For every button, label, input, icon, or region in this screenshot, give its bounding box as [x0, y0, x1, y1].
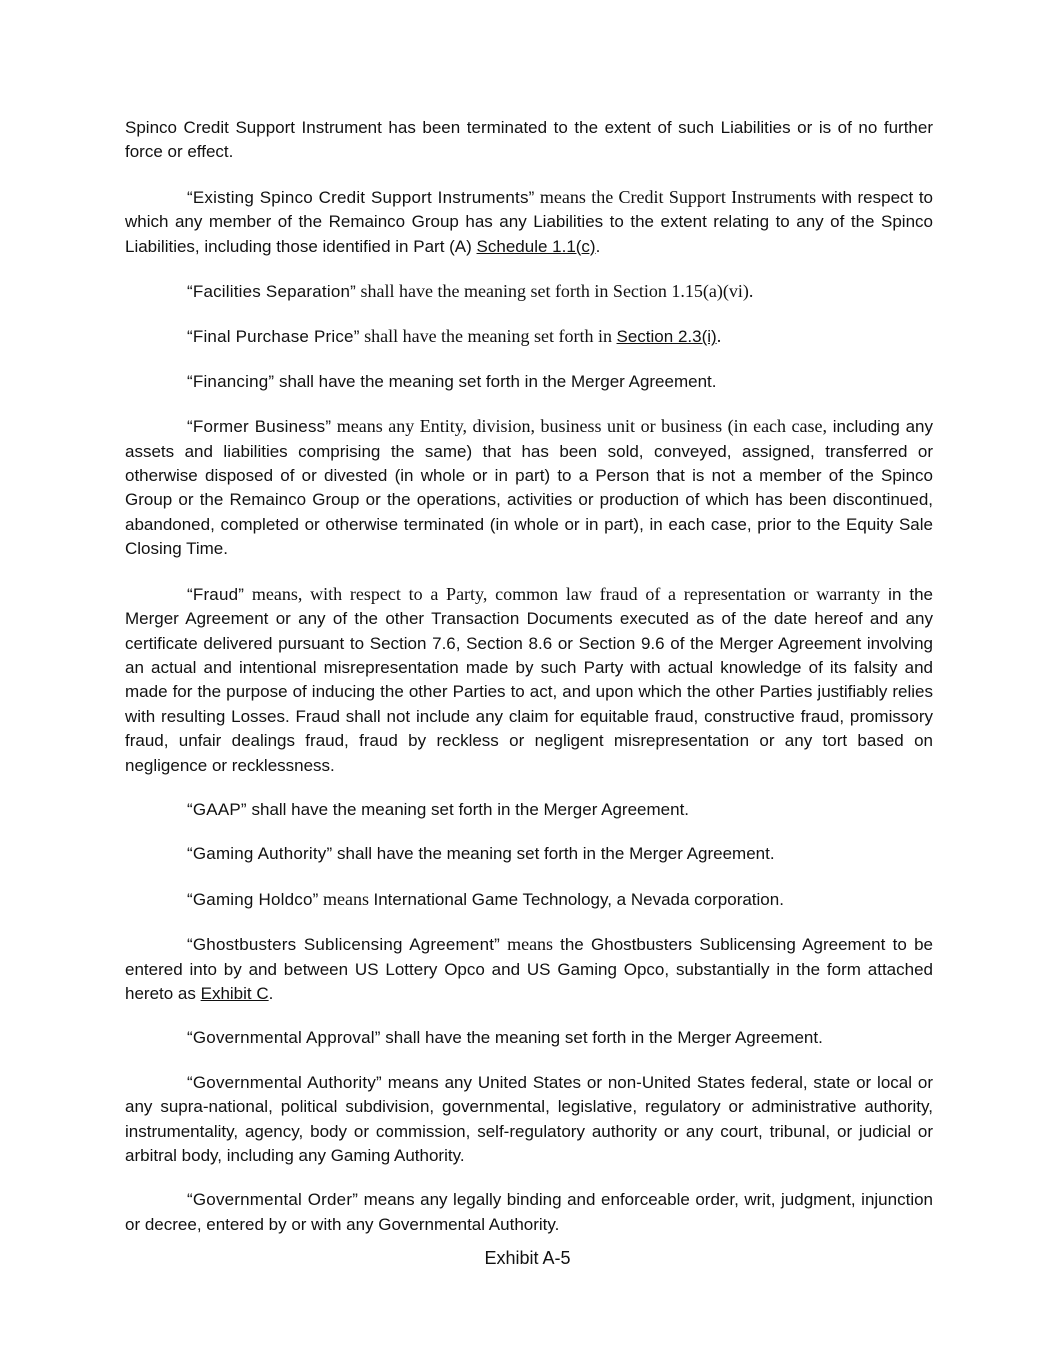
- text-run: in the Merger Agreement or any of the other Transaction Documents executed as of the date hereof and any certificate delivered pursuant to Section 7.6, Section 8.6 or Section 9.6 of the Merger Agreement involving an actual and intentional misrepresentation made by such Party with actual knowledge of its falsity and made for the purpose of inducing the other Parties to act, and upon which the other Parties justifiably relies with resulting Losses. Fraud shall not include any claim for equitable fraud, constructive fraud, promissory fraud, unfair dealings fraud, fraud by reckless or negligent misrepresentation or any tort based on negligence or recklessness.: [125, 584, 934, 775]
- def-former-business: [125, 414, 933, 561]
- defined-term: “Governmental Order”: [187, 1190, 359, 1210]
- text-run: means: [500, 934, 561, 955]
- def-existing-spinco-credit-support-instruments: [125, 185, 933, 259]
- text-run: .: [268, 983, 274, 1003]
- text-run: the Ghostbusters Sublicensing Agreement to be entered into by and between US Lottery Opco and US Gaming Opco, substantially in the form attached hereto as: [125, 935, 933, 1003]
- defined-term: “Ghostbusters Sublicensing Agreement”: [187, 935, 501, 955]
- text-run: including any assets and liabilities comprising the same) that has been sold, conveyed, assigned, transferred or otherwise disposed of or divested (in whole or in part) to a Person that is not a member of the Spinco Group or the Remainco Group or the operations, activities or production of which has been discontinued, abandoned, completed or otherwise terminated (in whole or in part), in each case, prior to the Equity Sale Closing Time.: [125, 417, 933, 559]
- defined-term: “Existing Spinco Credit Support Instruments”: [187, 187, 535, 207]
- underlined-reference: Section 2.3(i): [616, 327, 717, 347]
- def-governmental-approval: [125, 1026, 933, 1050]
- text-run: shall have the meaning set forth in the Merger Agreement.: [274, 371, 717, 391]
- underlined-reference: Exhibit C: [200, 983, 269, 1003]
- text-run: shall have the meaning set forth in Section 1.15(a)(vi).: [356, 281, 754, 302]
- def-governmental-order: [125, 1188, 933, 1237]
- def-governmental-authority: [125, 1071, 933, 1169]
- text-run: means any legally binding and enforceable order, writ, judgment, injunction or decree, entered by or with any Governmental Authority.: [125, 1190, 933, 1234]
- underlined-reference: Schedule 1.1(c): [476, 236, 596, 256]
- text-run: Spinco Credit Support Instrument has been terminated to the extent of such Liabilities or is of no further force or effect.: [125, 118, 933, 162]
- def-gaming-authority: [125, 842, 933, 866]
- def-ghostbusters-sublicensing-agreement: [125, 932, 933, 1006]
- text-run: means, with respect to a Party, common law fraud of a representation or warranty: [244, 583, 881, 604]
- text-run: means any United States or non-United States federal, state or local or any supra-national, political subdivision, governmental, legislative, regulatory or administrative authority, instrumentality, agency, body or commission, self-regulatory authority or any court, tribunal, or judicial or arbitral body, including any Gaming Authority.: [125, 1072, 933, 1165]
- text-run: means the Credit Support Instruments: [534, 186, 817, 207]
- defined-term: “Final Purchase Price”: [187, 327, 360, 347]
- text-run: means: [318, 888, 374, 909]
- text-run: shall have the meaning set forth in the Merger Agreement.: [332, 844, 775, 864]
- para-continuation: [125, 116, 933, 165]
- text-run: International Game Technology, a Nevada corporation.: [373, 889, 784, 909]
- def-final-purchase-price: [125, 324, 933, 349]
- text-run: shall have the meaning set forth in: [359, 326, 617, 347]
- def-fraud: [125, 582, 933, 778]
- text-run: .: [595, 236, 601, 256]
- text-run: means any Entity, division, business unit or business (in each case,: [331, 416, 828, 437]
- defined-term: “GAAP”: [187, 799, 247, 819]
- defined-term: “Gaming Authority”: [187, 844, 333, 864]
- text-run: shall have the meaning set forth in the Merger Agreement.: [380, 1028, 823, 1048]
- defined-term: “Financing”: [187, 371, 275, 391]
- page-footer-exhibit-label: Exhibit A-5: [484, 1248, 571, 1268]
- defined-term: “Gaming Holdco”: [187, 889, 319, 909]
- defined-term: “Facilities Separation”: [187, 282, 356, 302]
- defined-term: “Governmental Approval”: [187, 1028, 381, 1048]
- def-gaap: [125, 798, 933, 822]
- defined-term: “Fraud”: [187, 584, 245, 604]
- def-facilities-separation: [125, 279, 933, 304]
- def-financing: [125, 370, 933, 394]
- text-run: .: [716, 326, 722, 347]
- defined-term: “Former Business”: [187, 417, 332, 437]
- text-run: shall have the meaning set forth in the Merger Agreement.: [246, 799, 690, 819]
- def-gaming-holdco: [125, 887, 933, 912]
- text-run: with respect to which any member of the Remainco Group has any Liabilities to the extent relating to any of the Spinco Liabilities, including those identified in Part (A): [125, 187, 933, 256]
- defined-term: “Governmental Authority”: [187, 1072, 382, 1092]
